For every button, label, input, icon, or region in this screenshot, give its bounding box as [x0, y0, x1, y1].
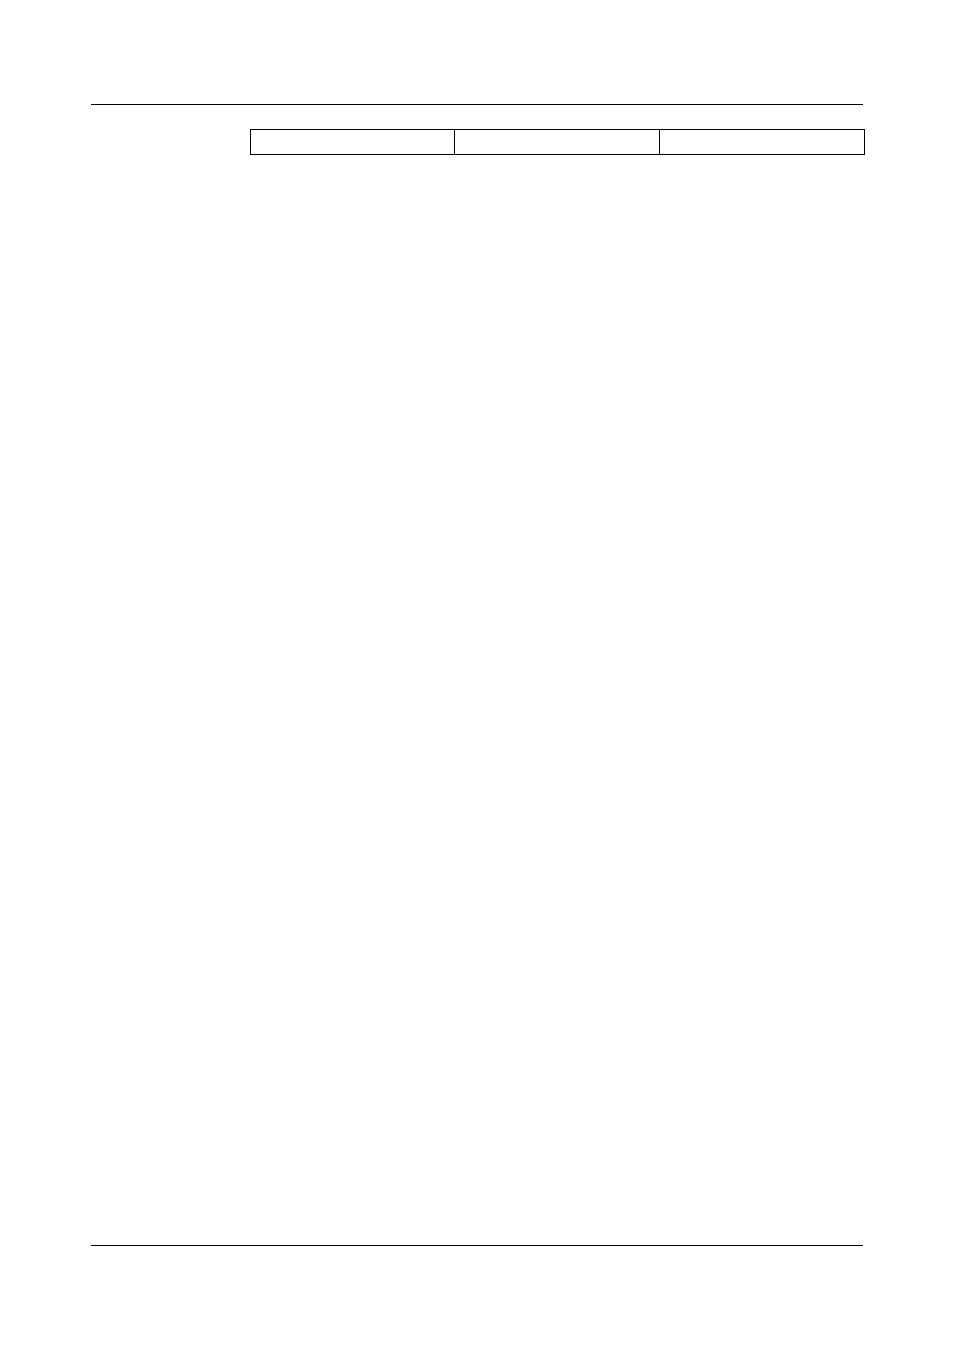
header-parameter — [251, 130, 455, 155]
header-description — [660, 130, 865, 155]
header-rule — [91, 104, 863, 105]
header-value — [455, 130, 660, 155]
table-header-row — [251, 130, 865, 155]
parameter-table — [250, 129, 865, 155]
footer-rule — [91, 1245, 863, 1246]
